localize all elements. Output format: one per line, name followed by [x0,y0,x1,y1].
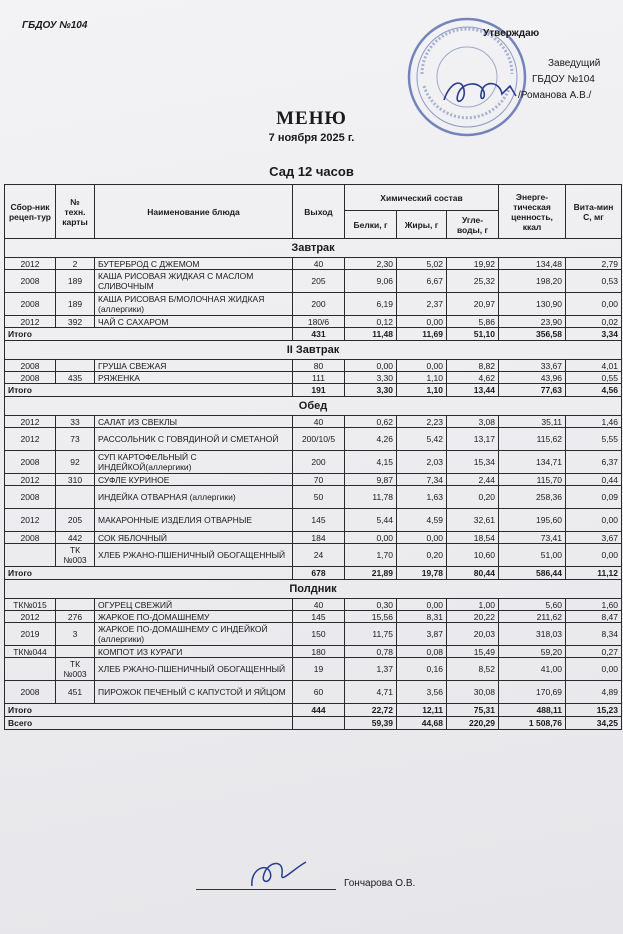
cell-yield: 40 [293,416,345,428]
section-header [5,341,622,360]
cell-fat: 5,02 [397,258,447,270]
cell-card: 33 [56,416,95,428]
cell-yield: 111 [293,372,345,384]
cell-carb: 4,62 [447,372,499,384]
cell-yield: 184 [293,532,345,544]
cell-card: ТК №003 [56,658,95,681]
cell-yield: 180 [293,646,345,658]
cell-energy: 73,41 [499,532,566,544]
total-c: 80,44 [447,567,499,580]
table-row [5,544,622,567]
menu-subtitle: Сад 12 часов [269,164,354,179]
cell-card: 442 [56,532,95,544]
cell-energy: 211,62 [499,611,566,623]
table-row [5,486,622,509]
cell-yield: 180/6 [293,316,345,328]
cell-vitamin: 0,00 [566,293,622,316]
cell-carb: 3,08 [447,416,499,428]
cell-carb: 1,00 [447,599,499,611]
table-row [5,428,622,451]
cell-fat: 0,00 [397,532,447,544]
table-row [5,258,622,270]
section-title: II Завтрак [5,341,622,360]
cell-protein: 4,26 [345,428,397,451]
cell-energy: 198,20 [499,270,566,293]
cell-carb: 8,82 [447,360,499,372]
section-title: Обед [5,397,622,416]
cell-dish: ГРУША СВЕЖАЯ [95,360,293,372]
cell-dish: МАКАРОННЫЕ ИЗДЕЛИЯ ОТВАРНЫЕ [95,509,293,532]
menu-date: 7 ноября 2025 г. [268,132,355,144]
cell-energy: 43,96 [499,372,566,384]
table-row [5,509,622,532]
cell-card: 392 [56,316,95,328]
cell-collection: ТК№015 [5,599,56,611]
cell-vitamin: 1,60 [566,599,622,611]
table-row [5,293,622,316]
cell-vitamin: 4,01 [566,360,622,372]
col-dish: Наименование блюда [95,185,293,239]
total-p: 11,48 [345,328,397,341]
cell-card: 451 [56,681,95,704]
col-collection: Сбор-ник рецеп-тур [5,185,56,239]
table-row [5,611,622,623]
cell-dish: КОМПОТ ИЗ КУРАГИ [95,646,293,658]
cell-dish: СОК ЯБЛОЧНЫЙ [95,532,293,544]
cell-fat: 3,87 [397,623,447,646]
cell-collection: 2019 [5,623,56,646]
cell-protein: 0,12 [345,316,397,328]
cell-dish: СУП КАРТОФЕЛЬНЫЙ С ИНДЕЙКОЙ(аллергики) [95,451,293,474]
table-row [5,532,622,544]
cell-collection: 2008 [5,372,56,384]
grand-total-v: 34,25 [566,717,622,730]
total-row [5,384,622,397]
cell-yield: 80 [293,360,345,372]
cell-protein: 5,44 [345,509,397,532]
cell-energy: 134,71 [499,451,566,474]
cell-energy: 41,00 [499,658,566,681]
cell-collection: 2012 [5,428,56,451]
total-c: 51,10 [447,328,499,341]
cell-fat: 0,08 [397,646,447,658]
cell-energy: 59,20 [499,646,566,658]
cell-carb: 19,92 [447,258,499,270]
cell-energy: 5,60 [499,599,566,611]
cell-vitamin: 0,53 [566,270,622,293]
cell-yield: 19 [293,658,345,681]
cell-collection: 2008 [5,681,56,704]
cell-fat: 1,10 [397,372,447,384]
cell-protein: 11,75 [345,623,397,646]
total-f: 1,10 [397,384,447,397]
cell-card: 92 [56,451,95,474]
cell-dish: ЧАЙ С САХАРОМ [95,316,293,328]
cell-protein: 2,30 [345,258,397,270]
total-label: Итого [5,567,293,580]
cell-energy: 51,00 [499,544,566,567]
col-vitamin: Вита-мин С, мг [566,185,622,239]
cell-carb: 2,44 [447,474,499,486]
cell-collection [5,658,56,681]
cell-dish: САЛАТ ИЗ СВЕКЛЫ [95,416,293,428]
cell-collection: 2008 [5,293,56,316]
total-c: 13,44 [447,384,499,397]
cell-yield: 200/10/5 [293,428,345,451]
cell-collection: 2012 [5,509,56,532]
cell-card [56,599,95,611]
cell-protein: 0,30 [345,599,397,611]
cell-card: 310 [56,474,95,486]
cell-vitamin: 0,55 [566,372,622,384]
cell-fat: 3,56 [397,681,447,704]
total-v: 4,56 [566,384,622,397]
cell-carb: 8,52 [447,658,499,681]
cell-vitamin: 0,00 [566,658,622,681]
cell-collection: 2008 [5,270,56,293]
cell-protein: 1,37 [345,658,397,681]
cell-carb: 13,17 [447,428,499,451]
signer-signature-icon [244,856,314,892]
cell-collection: 2012 [5,416,56,428]
cell-card: 189 [56,270,95,293]
cell-card: 205 [56,509,95,532]
total-p: 22,72 [345,704,397,717]
total-yield: 431 [293,328,345,341]
cell-dish: ХЛЕБ РЖАНО-ПШЕНИЧНЫЙ ОБОГАЩЕННЫЙ [95,658,293,681]
grand-total-yield [293,717,345,730]
cell-carb: 0,20 [447,486,499,509]
total-yield: 678 [293,567,345,580]
head-name: /Романова А.В./ [518,90,592,101]
total-f: 19,78 [397,567,447,580]
total-yield: 191 [293,384,345,397]
cell-vitamin: 0,09 [566,486,622,509]
cell-energy: 318,03 [499,623,566,646]
col-yield: Выход [293,185,345,239]
total-label: Итого [5,704,293,717]
cell-carb: 20,97 [447,293,499,316]
table-row [5,658,622,681]
cell-energy: 35,11 [499,416,566,428]
total-e: 586,44 [499,567,566,580]
section-title: Завтрак [5,239,622,258]
grand-total-f: 44,68 [397,717,447,730]
total-e: 488,11 [499,704,566,717]
cell-protein: 0,00 [345,532,397,544]
cell-vitamin: 8,34 [566,623,622,646]
total-label: Итого [5,384,293,397]
cell-vitamin: 6,37 [566,451,622,474]
table-row [5,646,622,658]
cell-vitamin: 0,44 [566,474,622,486]
signer-name: Гончарова О.В. [344,878,416,889]
total-v: 11,12 [566,567,622,580]
cell-card: ТК №003 [56,544,95,567]
cell-dish: ЖАРКОЕ ПО-ДОМАШНЕМУ С ИНДЕЙКОЙ (аллергики) [95,623,293,646]
cell-yield: 40 [293,258,345,270]
table-row [5,316,622,328]
grand-total-p: 59,39 [345,717,397,730]
cell-fat: 1,63 [397,486,447,509]
cell-yield: 60 [293,681,345,704]
total-p: 3,30 [345,384,397,397]
cell-fat: 6,67 [397,270,447,293]
cell-vitamin: 0,27 [566,646,622,658]
cell-card: 435 [56,372,95,384]
cell-carb: 20,22 [447,611,499,623]
col-carb: Угле-воды, г [447,211,499,239]
cell-collection [5,544,56,567]
cell-fat: 4,59 [397,509,447,532]
cell-protein: 9,06 [345,270,397,293]
cell-yield: 145 [293,611,345,623]
cell-dish: РЯЖЕНКА [95,372,293,384]
head-role: Заведущий [548,58,601,69]
cell-collection: 2008 [5,486,56,509]
cell-vitamin: 0,00 [566,509,622,532]
table-row [5,474,622,486]
grand-total-row [5,717,622,730]
cell-dish: СУФЛЕ КУРИНОЕ [95,474,293,486]
cell-carb: 25,32 [447,270,499,293]
cell-protein: 4,15 [345,451,397,474]
head-org: ГБДОУ №104 [532,74,595,85]
cell-fat: 7,34 [397,474,447,486]
cell-carb: 5,86 [447,316,499,328]
total-p: 21,89 [345,567,397,580]
cell-dish: БУТЕРБРОД С ДЖЕМОМ [95,258,293,270]
cell-vitamin: 4,89 [566,681,622,704]
cell-yield: 145 [293,509,345,532]
cell-energy: 170,69 [499,681,566,704]
cell-fat: 2,37 [397,293,447,316]
table-row [5,360,622,372]
cell-collection: 2012 [5,258,56,270]
cell-protein: 0,00 [345,360,397,372]
cell-vitamin: 5,55 [566,428,622,451]
cell-carb: 20,03 [447,623,499,646]
cell-carb: 18,54 [447,532,499,544]
cell-yield: 70 [293,474,345,486]
cell-carb: 15,34 [447,451,499,474]
cell-yield: 40 [293,599,345,611]
table-row [5,451,622,474]
cell-collection: 2008 [5,360,56,372]
cell-vitamin: 3,67 [566,532,622,544]
table-row [5,416,622,428]
cell-energy: 115,62 [499,428,566,451]
cell-energy: 130,90 [499,293,566,316]
grand-total-label: Всего [5,717,293,730]
total-v: 15,23 [566,704,622,717]
signature-line [196,889,336,890]
cell-yield: 200 [293,293,345,316]
cell-yield: 205 [293,270,345,293]
grand-total-c: 220,29 [447,717,499,730]
col-card: № техн. карты [56,185,95,239]
cell-fat: 5,42 [397,428,447,451]
cell-fat: 0,00 [397,599,447,611]
cell-vitamin: 2,79 [566,258,622,270]
cell-protein: 3,30 [345,372,397,384]
cell-energy: 115,70 [499,474,566,486]
total-e: 356,58 [499,328,566,341]
cell-yield: 200 [293,451,345,474]
cell-collection: 2012 [5,474,56,486]
cell-yield: 50 [293,486,345,509]
cell-carb: 10,60 [447,544,499,567]
cell-vitamin: 0,02 [566,316,622,328]
total-c: 75,31 [447,704,499,717]
cell-fat: 0,20 [397,544,447,567]
cell-dish: ХЛЕБ РЖАНО-ПШЕНИЧНЫЙ ОБОГАЩЕННЫЙ [95,544,293,567]
cell-protein: 0,62 [345,416,397,428]
cell-fat: 0,00 [397,316,447,328]
cell-dish: ИНДЕЙКА ОТВАРНАЯ (аллергики) [95,486,293,509]
cell-energy: 134,48 [499,258,566,270]
cell-protein: 0,78 [345,646,397,658]
cell-card [56,486,95,509]
cell-card: 3 [56,623,95,646]
cell-vitamin: 0,00 [566,544,622,567]
section-header [5,397,622,416]
cell-card: 73 [56,428,95,451]
cell-energy: 195,60 [499,509,566,532]
cell-yield: 150 [293,623,345,646]
cell-fat: 0,00 [397,360,447,372]
cell-dish: ОГУРЕЦ СВЕЖИЙ [95,599,293,611]
section-header [5,239,622,258]
org-name: ГБДОУ №104 [22,20,88,31]
cell-collection: 2008 [5,451,56,474]
table-row [5,372,622,384]
table-row [5,270,622,293]
cell-card: 2 [56,258,95,270]
cell-fat: 2,03 [397,451,447,474]
cell-carb: 15,49 [447,646,499,658]
cell-protein: 1,70 [345,544,397,567]
page-title: МЕНЮ [276,108,347,129]
total-e: 77,63 [499,384,566,397]
cell-energy: 258,36 [499,486,566,509]
total-row [5,567,622,580]
cell-collection: ТК№044 [5,646,56,658]
grand-total-e: 1 508,76 [499,717,566,730]
table-row [5,599,622,611]
section-header [5,580,622,599]
col-fat: Жиры, г [397,211,447,239]
cell-fat: 8,31 [397,611,447,623]
cell-dish: КАША РИСОВАЯ Б/МОЛОЧНАЯ ЖИДКАЯ (аллергики) [95,293,293,316]
approve-label: Утверждаю [483,28,540,39]
table-row [5,681,622,704]
col-chem: Химический состав [345,185,499,211]
head-signature-icon [440,72,520,112]
cell-vitamin: 1,46 [566,416,622,428]
cell-card: 276 [56,611,95,623]
cell-protein: 9,87 [345,474,397,486]
cell-energy: 23,90 [499,316,566,328]
cell-collection: 2012 [5,611,56,623]
cell-dish: ПИРОЖОК ПЕЧЕНЫЙ С КАПУСТОЙ И ЯЙЦОМ [95,681,293,704]
section-title: Полдник [5,580,622,599]
menu-table [4,184,622,730]
cell-carb: 32,61 [447,509,499,532]
total-f: 11,69 [397,328,447,341]
cell-vitamin: 8,47 [566,611,622,623]
cell-yield: 24 [293,544,345,567]
cell-card [56,360,95,372]
menu-body [5,239,622,730]
cell-card: 189 [56,293,95,316]
total-yield: 444 [293,704,345,717]
total-v: 3,34 [566,328,622,341]
cell-fat: 0,16 [397,658,447,681]
cell-dish: КАША РИСОВАЯ ЖИДКАЯ С МАСЛОМ СЛИВОЧНЫМ [95,270,293,293]
cell-card [56,646,95,658]
total-row [5,328,622,341]
col-protein: Белки, г [345,211,397,239]
cell-protein: 15,56 [345,611,397,623]
cell-protein: 11,78 [345,486,397,509]
table-row [5,623,622,646]
cell-collection: 2008 [5,532,56,544]
cell-protein: 4,71 [345,681,397,704]
total-f: 12,11 [397,704,447,717]
cell-carb: 30,08 [447,681,499,704]
cell-dish: РАССОЛЬНИК С ГОВЯДИНОЙ И СМЕТАНОЙ [95,428,293,451]
cell-protein: 6,19 [345,293,397,316]
total-label: Итого [5,328,293,341]
cell-energy: 33,67 [499,360,566,372]
col-energy: Энерге-тическая ценность, ккал [499,185,566,239]
cell-fat: 2,23 [397,416,447,428]
cell-collection: 2012 [5,316,56,328]
total-row [5,704,622,717]
cell-dish: ЖАРКОЕ ПО-ДОМАШНЕМУ [95,611,293,623]
